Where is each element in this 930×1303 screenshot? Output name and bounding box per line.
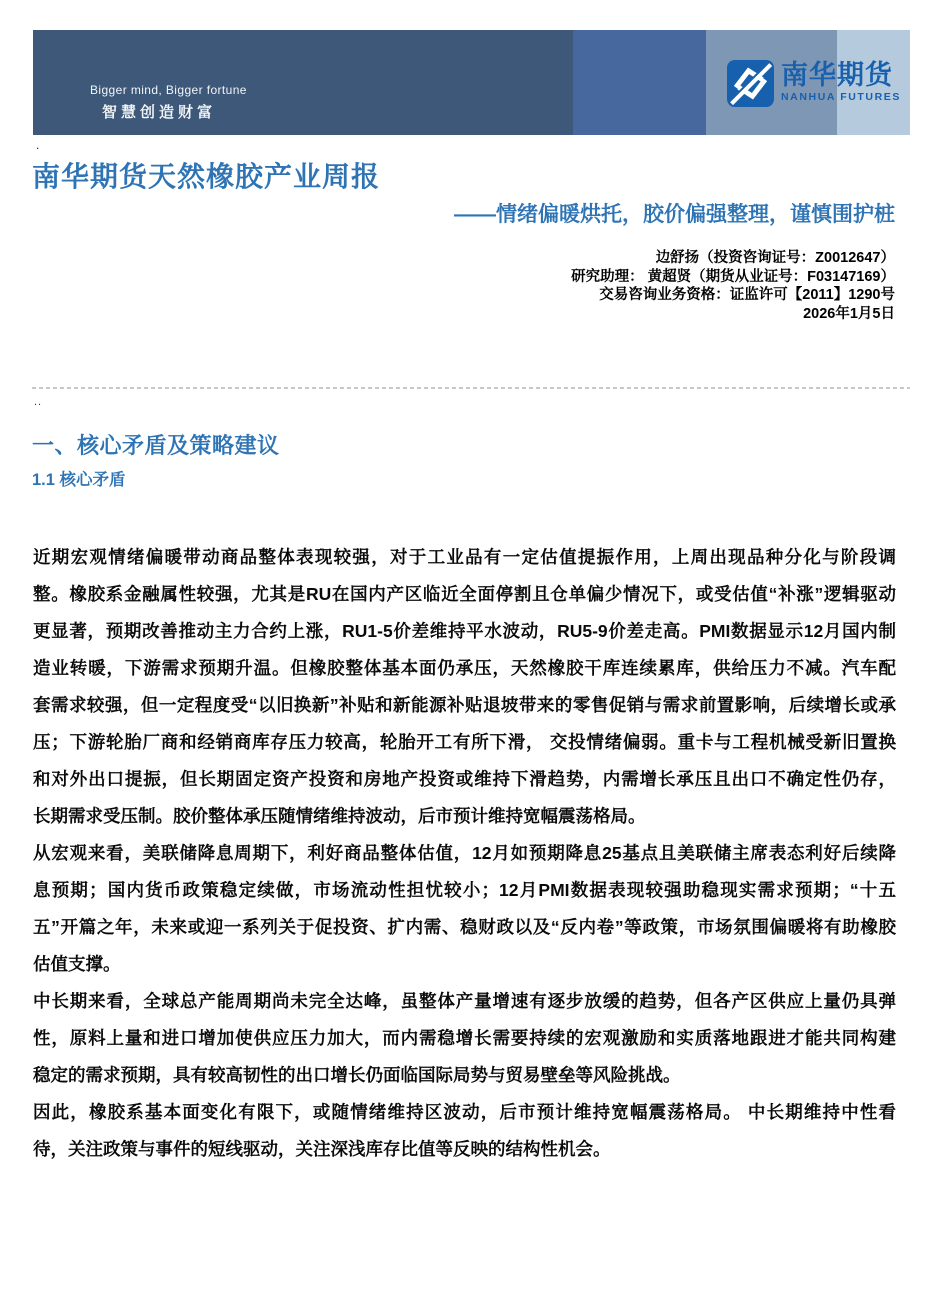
paragraph [33, 835, 896, 983]
logo-text [781, 60, 901, 103]
analyst-line: 边舒扬（投资咨询证号：Z0012647） [655, 250, 895, 266]
paragraph-line: 五”开篇之年，未来或迎一系列关于促投资、扩内需、稳财政以及“反内卷”等政策，市场氛围偏暖将有助橡胶 [33, 917, 896, 937]
nanhua-logo [727, 60, 901, 107]
dashed-divider [32, 387, 910, 389]
report-title: 南华期货天然橡胶产业周报 [32, 161, 381, 192]
paragraph-line: 套需求较强，但一定程度受“以旧换新”补贴和新能源补贴退坡带来的零售促销与需求前置影响，后续增长或承 [33, 695, 896, 715]
paragraph-line: 性，原料上量和进口增加使供应压力加大，而内需稳增长需要持续的宏观激励和实质落地跟进才能共同构建 [33, 1028, 896, 1048]
paragraph-line: 息预期；国内货币政策稳定续做，市场流动性担忧较小；12月PMI数据表现较强助稳现实需求预期；“十五 [33, 880, 896, 900]
qualification-line: 交易咨询业务资格：证监许可【2011】1290号 [599, 287, 895, 303]
banner-band-medium [573, 30, 706, 135]
paragraph-line: 估值支撑。 [33, 954, 121, 974]
body-text [33, 539, 896, 1168]
paragraph-line: 近期宏观情绪偏暖带动商品整体表现较强，对于工业品有一定估值提振作用，上周出现品种分化与阶段调 [33, 547, 896, 567]
paragraph-line: 更显著，预期改善推动主力合约上涨，RU1-5价差维持平水波动，RU5-9价差走高。PMI数据显示12月国内制 [33, 621, 896, 641]
paragraph-line: 中长期来看，全球总产能周期尚未完全达峰，虽整体产量增速有逐步放缓的趋势，但各产区供应上量仍具弹 [33, 991, 896, 1011]
paragraph-line: 长期需求受压制。胶价整体承压随情绪维持波动，后市预计维持宽幅震荡格局。 [33, 806, 646, 826]
paragraph [33, 539, 896, 835]
author-block [571, 249, 895, 323]
subsection-heading: 1.1 核心矛盾 [32, 471, 126, 489]
paragraph-line: 从宏观来看，美联储降息周期下，利好商品整体估值，12月如预期降息25基点且美联储主席表态利好后续降 [33, 843, 896, 863]
brand-banner [33, 30, 910, 135]
assistant-line: 研究助理： 黄超贤（期货从业证号：F03147169） [571, 268, 895, 285]
paragraph-line: 整。橡胶系金融属性较强，尤其是RU在国内产区临近全面停割且仓单偏少情况下，或受估值“补涨”逻辑驱动 [33, 584, 896, 604]
banner-band-dark [33, 30, 573, 135]
paragraph-line: 因此，橡胶系基本面变化有限下，或随情绪维持区波动，后市预计维持宽幅震荡格局。 中长期维持中性看 [33, 1102, 896, 1122]
nanhua-diamond-icon [727, 60, 774, 107]
paragraph-line: 和对外出口提振，但长期固定资产投资和房地产投资或维持下滑趋势，内需增长承压且出口不确定性仍存， [33, 769, 896, 789]
paragraph [33, 983, 896, 1094]
slogan-english: Bigger mind, Bigger fortune [90, 83, 247, 97]
brand-slogan [90, 83, 247, 122]
report-subtitle: ——情绪偏暖烘托，胶价偏强整理，谨慎围护桩 [454, 203, 895, 226]
logo-name-english: NANHUA FUTURES [781, 91, 902, 103]
logo-name-chinese: 南华期货 [781, 60, 893, 90]
slogan-chinese: 智慧创造财富 [102, 104, 217, 121]
paragraph-line: 造业转暖，下游需求预期升温。但橡胶整体基本面仍承压，天然橡胶干库连续累库，供给压力不减。汽车配 [33, 658, 896, 678]
report-date: 2026年1月5日 [803, 305, 895, 322]
stray-mark-section: .. [34, 396, 43, 408]
stray-mark-top: . [36, 138, 40, 152]
paragraph-line: 待，关注政策与事件的短线驱动，关注深浅库存比值等反映的结构性机会。 [33, 1139, 611, 1159]
section-heading: 一、核心矛盾及策略建议 [32, 433, 280, 458]
paragraph-line: 稳定的需求预期，具有较高韧性的出口增长仍面临国际局势与贸易壁垒等风险挑战。 [33, 1065, 681, 1085]
paragraph [33, 1094, 896, 1168]
paragraph-line: 压；下游轮胎厂商和经销商库存压力较高，轮胎开工有所下滑， 交投情绪偏弱。重卡与工程机械受新旧置换 [33, 732, 896, 752]
